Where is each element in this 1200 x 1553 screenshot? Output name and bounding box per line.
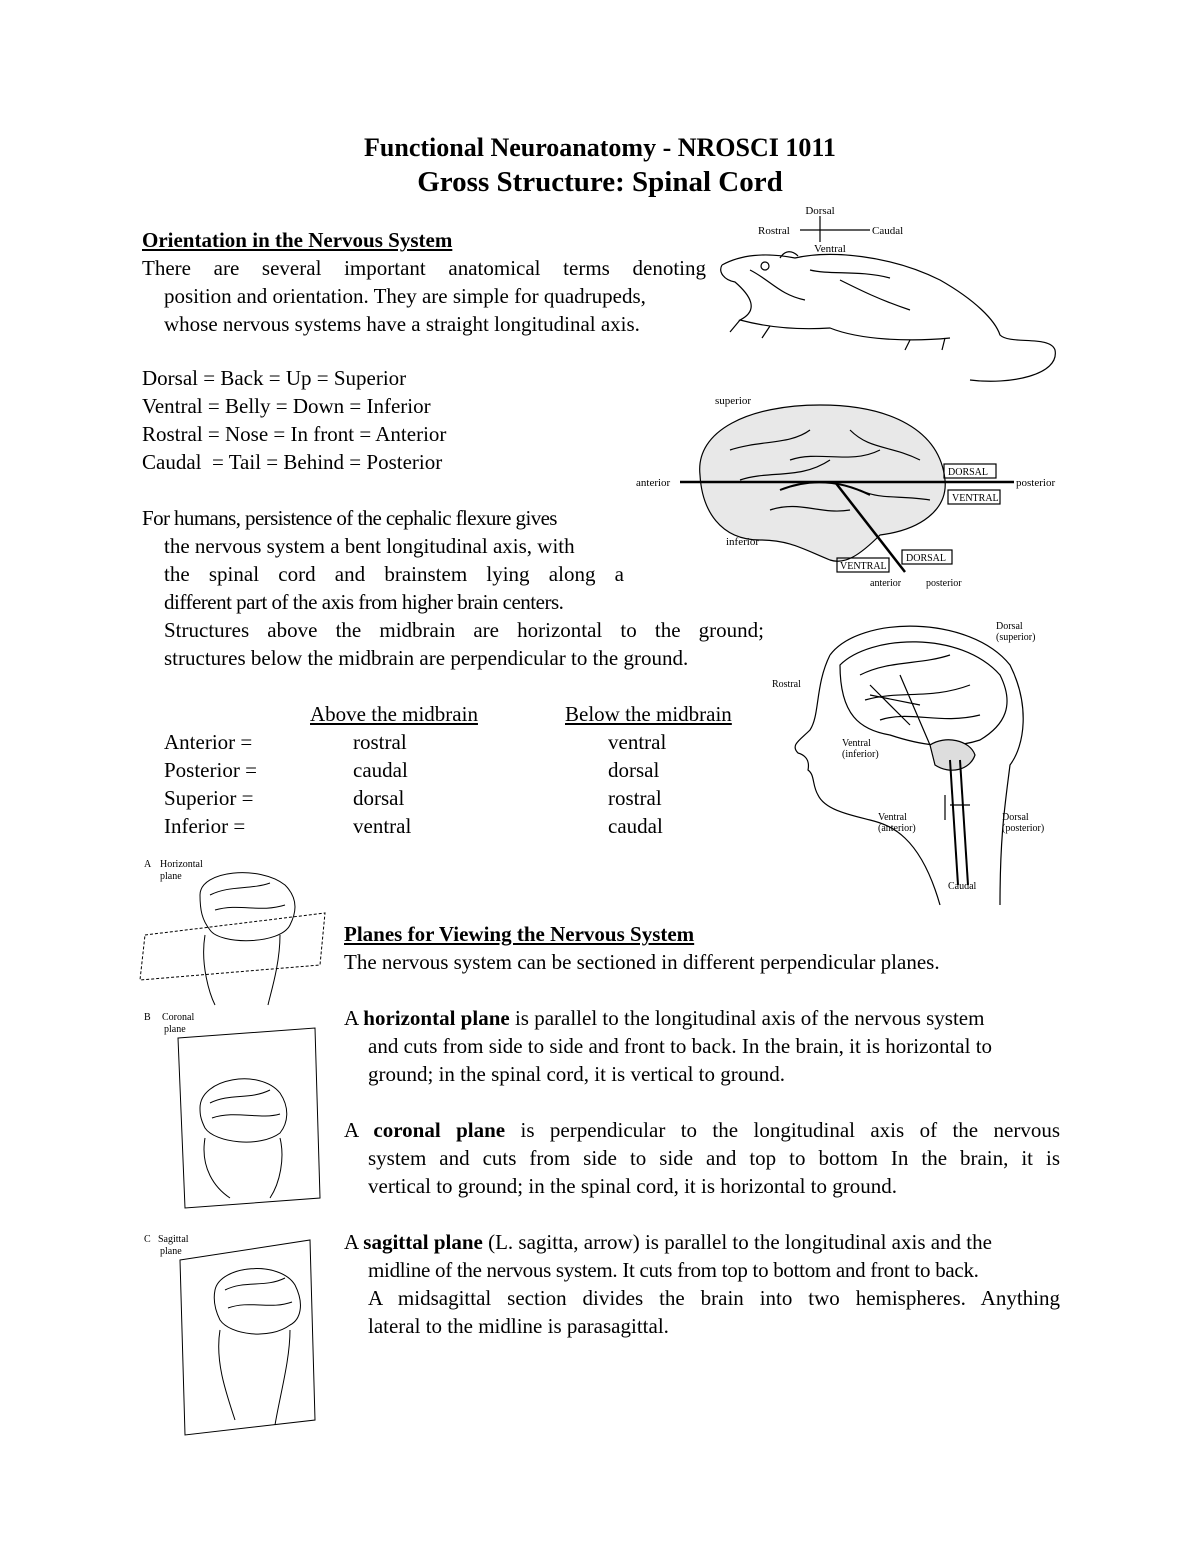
equivalence-dorsal: Dorsal = Back = Up = Superior bbox=[142, 366, 407, 390]
table-above-value: dorsal bbox=[353, 786, 405, 810]
brain-box-ventral-lower: VENTRAL bbox=[840, 561, 887, 572]
humans-line-4: different part of the axis from higher brain centers. bbox=[164, 590, 564, 614]
head-label-caudal: Caudal bbox=[948, 881, 977, 892]
table-below-value: rostral bbox=[608, 786, 662, 810]
orientation-heading: Orientation in the Nervous System bbox=[142, 228, 453, 252]
horizontal-line-1 bbox=[344, 1004, 1060, 1032]
intro-line-3: whose nervous systems have a straight longitudinal axis. bbox=[164, 312, 640, 336]
intro-line-1: There are several important anatomical terms denoting bbox=[142, 256, 706, 280]
brain-label-superior: superior bbox=[715, 395, 752, 407]
brain-label-posterior-lower: posterior bbox=[926, 578, 962, 589]
coronal-term: coronal plane bbox=[373, 1118, 506, 1142]
humans-line-5: Structures above the midbrain are horizontal to the ground; bbox=[164, 618, 764, 642]
equivalence-caudal: Caudal = Tail = Behind = Posterior bbox=[142, 450, 443, 474]
horizontal-plane-figure bbox=[140, 855, 340, 1005]
plane-c-label-2: plane bbox=[160, 1246, 182, 1257]
table-header-below: Below the midbrain bbox=[565, 702, 732, 726]
head-label-rostral: Rostral bbox=[772, 679, 801, 690]
brain-label-anterior-lower: anterior bbox=[870, 578, 902, 589]
coronal-prefix: A bbox=[344, 1118, 374, 1142]
rat-label-rostral: Rostral bbox=[758, 225, 790, 237]
plane-a-label: Horizontal bbox=[160, 859, 203, 870]
plane-a-letter: A bbox=[144, 859, 152, 870]
sagittal-plane-figure bbox=[140, 1230, 330, 1440]
planes-intro: The nervous system can be sectioned in different perpendicular planes. bbox=[344, 950, 940, 974]
table-term: Inferior = bbox=[164, 814, 246, 838]
humans-line-1: For humans, persistence of the cephalic flexure gives bbox=[142, 506, 557, 530]
coronal-plane-figure bbox=[140, 1008, 330, 1208]
brain-figure bbox=[630, 390, 1060, 590]
horizontal-term: horizontal plane bbox=[363, 1006, 510, 1030]
plane-b-label-2: plane bbox=[164, 1024, 186, 1035]
table-header-above: Above the midbrain bbox=[310, 702, 478, 726]
head-label-inferior: (inferior) bbox=[842, 749, 879, 760]
brain-box-ventral: VENTRAL bbox=[952, 493, 999, 504]
intro-line-2: position and orientation. They are simple for quadrupeds, bbox=[164, 284, 646, 308]
head-label-dorsal-lower: Dorsal bbox=[1002, 812, 1029, 823]
head-label-anterior: (anterior) bbox=[878, 823, 916, 834]
head-label-ventral-lower: Ventral bbox=[878, 812, 907, 823]
course-title: Functional Neuroanatomy - NROSCI 1011 bbox=[364, 133, 836, 162]
table-term: Anterior = bbox=[164, 730, 253, 754]
horizontal-prefix: A bbox=[344, 1006, 364, 1030]
plane-b-label: Coronal bbox=[162, 1012, 195, 1023]
head-label-posterior: (posterior) bbox=[1002, 823, 1045, 834]
table-term: Superior = bbox=[164, 786, 254, 810]
brain-label-posterior: posterior bbox=[1016, 477, 1056, 489]
brain-box-dorsal-lower: DORSAL bbox=[906, 553, 947, 564]
brain-box-dorsal: DORSAL bbox=[948, 467, 989, 478]
sagittal-term: sagittal plane bbox=[363, 1230, 483, 1254]
humans-line-3: the spinal cord and brainstem lying along a bbox=[164, 562, 624, 586]
humans-line-2: the nervous system a bent longitudinal axis, with bbox=[164, 534, 575, 558]
sagittal-line-2: midline of the nervous system. It cuts from top to bottom and front to back. bbox=[368, 1258, 979, 1282]
equivalence-ventral: Ventral = Belly = Down = Inferior bbox=[142, 394, 431, 418]
head-label-ventral: Ventral bbox=[842, 738, 871, 749]
humans-line-6: structures below the midbrain are perpendicular to the ground. bbox=[164, 646, 689, 670]
head-label-dorsal: Dorsal bbox=[996, 621, 1023, 632]
horizontal-line-2: and cuts from side to side and front to back. In the brain, it is horizontal to bbox=[368, 1034, 993, 1058]
sagittal-prefix: A bbox=[344, 1230, 364, 1254]
sagittal-line-4: lateral to the midline is parasagittal. bbox=[368, 1314, 669, 1338]
sagittal-line-1 bbox=[344, 1228, 992, 1256]
plane-c-letter: C bbox=[144, 1234, 151, 1245]
sagittal-line-3: A midsagittal section divides the brain into two hemispheres. Anything bbox=[368, 1286, 1060, 1310]
coronal-rest: is perpendicular to the longitudinal axis of the nervous bbox=[505, 1118, 1060, 1142]
sagittal-rest: (L. sagitta, arrow) is parallel to the longitudinal axis and the bbox=[482, 1230, 992, 1254]
table-above-value: caudal bbox=[353, 758, 408, 782]
table-below-value: caudal bbox=[608, 814, 663, 838]
planes-heading: Planes for Viewing the Nervous System bbox=[344, 922, 695, 946]
table-above-value: ventral bbox=[353, 814, 412, 838]
table-below-value: dorsal bbox=[608, 758, 660, 782]
rat-label-ventral: Ventral bbox=[814, 243, 846, 255]
topic-title: Gross Structure: Spinal Cord bbox=[417, 166, 783, 198]
coronal-line-1 bbox=[344, 1116, 1060, 1144]
coronal-line-3: vertical to ground; in the spinal cord, it is horizontal to ground. bbox=[368, 1174, 897, 1198]
coronal-line-2: system and cuts from side to side and top to bottom In the brain, it is bbox=[368, 1146, 1060, 1170]
plane-b-letter: B bbox=[144, 1012, 151, 1023]
plane-a-label-2: plane bbox=[160, 871, 182, 882]
plane-c-label: Sagittal bbox=[158, 1234, 189, 1245]
brain-label-anterior: anterior bbox=[636, 477, 671, 489]
rat-label-dorsal: Dorsal bbox=[805, 205, 835, 217]
brain-label-inferior: inferior bbox=[726, 536, 759, 548]
table-below-value: ventral bbox=[608, 730, 667, 754]
head-label-superior: (superior) bbox=[996, 632, 1036, 643]
rat-figure bbox=[710, 200, 1070, 390]
table-term: Posterior = bbox=[164, 758, 257, 782]
equivalence-rostral: Rostral = Nose = In front = Anterior bbox=[142, 422, 447, 446]
table-above-value: rostral bbox=[353, 730, 407, 754]
rat-label-caudal: Caudal bbox=[872, 225, 904, 237]
horizontal-line-3: ground; in the spinal cord, it is vertical to ground. bbox=[368, 1062, 786, 1086]
head-figure bbox=[770, 605, 1060, 905]
horizontal-rest: is parallel to the longitudinal axis of the nervous system bbox=[509, 1006, 985, 1030]
